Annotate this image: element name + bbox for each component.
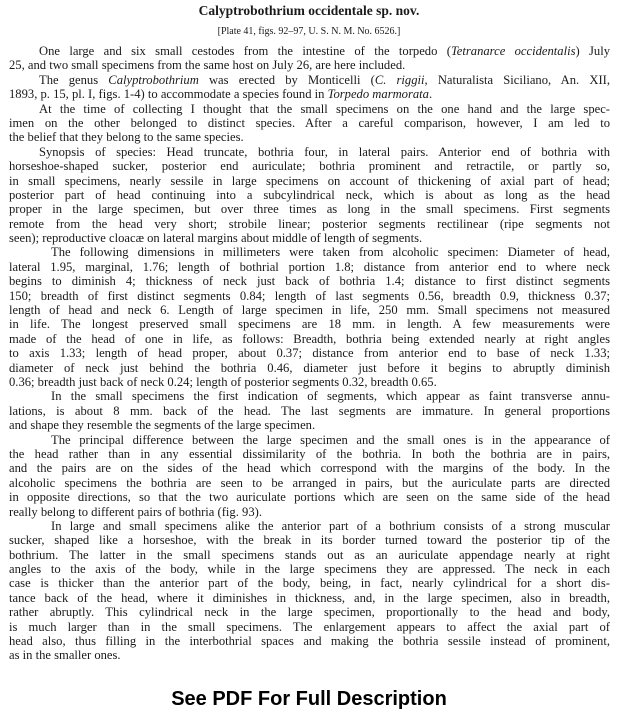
text-line: 150; breadth of first distinct segments 0.84; length of last segments 0.56, breadth 0.9, thickness 0.37; [9,288,610,303]
text-segment: The genus [39,72,109,87]
text-segment: ) July [575,44,611,58]
text-segment: Naturalista Siciliano, An. XII, [427,72,610,87]
text-line: 25, and two small specimens from the same host on July 26, are here included. [9,58,406,73]
text-line: angles to the axis of the body, while in the large specimens they are appressed. The neck in each [9,562,610,577]
italic-text: Torpedo marmorata [327,87,429,102]
paragraph [9,44,610,73]
text-line: in life. The longest preserved small specimens are 18 mm. in length. A few measurements were [9,317,610,332]
text-line: horseshoe-shaped sucker, posterior end auriculate; bothria prominent and retractile, or partly so, [9,159,610,174]
text-line: The principal difference between the large specimen and the small ones is in the appearance of [51,432,610,447]
paragraph [9,245,610,389]
text-line: case is thicker than the anterior part of the body, being, in fact, nearly cylindrical for a short dis- [9,576,610,591]
text-line: in small specimens, nearly sessile in large specimens on account of thickening of axial part of head; [9,173,610,188]
text-line [9,73,610,87]
text-line: sucker, shaped like a horseshoe, with the break in its border turned toward the posterior tip of the [9,533,610,548]
paragraph [9,102,610,145]
text-line: to axis 1.33; length of head proper, about 0.37; distance from anterior end to base of neck 1.33; [9,346,610,361]
text-line: The following dimensions in millimeters were taken from alcoholic specimen: Diameter of head, [51,245,610,260]
paragraph [9,73,610,102]
text-line: the head rather than in any essential dissimilarity of the bothria. In both the bothria are in pairs, [9,446,610,461]
text-segment: was erected by Monticelli ( [198,72,375,87]
text-segment: One large and six small cestodes from the intestine of the torpedo ( [39,44,451,58]
paragraph [9,519,610,663]
text-line: made of the head of one in life, as follows: Breadth, bothria being extended nearly at right angles [9,331,610,346]
text-segment: 1893, p. 15, pl. I, figs. 1-4) to accommodate a species found in [9,87,328,102]
text-line: 0.36; breadth just back of neck 0.24; length of posterior segments 0.32, breadth 0.65. [9,374,437,389]
text-line [9,44,610,58]
text-line: and the pairs are on the sides of the head which correspond with the margins of the body. In the [9,461,610,476]
text-line: rather abruptly. This cylindrical neck in the large specimen, proportionally to the head and body, [9,605,610,620]
article-body [9,44,610,663]
text-line: remote from the head very short; strobile linear; posterior segments rectilinear (ripe segments not [9,216,610,231]
plate-reference: [Plate 41, figs. 92–97, U. S. N. M. No. 6526.] [217,26,401,37]
text-line: At the time of collecting I thought that the small specimens on the one hand and the large spec- [39,101,610,116]
text-line: head also, thus filling in the interbothrial spaces and making the bothria sessile instead of prominent, [9,634,610,649]
text-line: Synopsis of species: Head truncate, bothria four, in lateral pairs. Anterior end of bothria with [39,144,610,159]
text-line [9,87,610,101]
paragraph [9,145,610,246]
text-line: lations, is about 8 mm. back of the head. The last segments are immature. In general proportions [9,403,610,418]
text-segment: . [428,87,433,102]
text-line: posterior part of head continuing into a subcylindrical neck, which is about as long as the head [9,187,610,202]
text-line: diameter of neck just behind the bothria 0.46, diameter just before it begins to abruptly diminish [9,360,610,375]
italic-text: Calyptrobothrium [108,72,199,87]
text-line: in opposite directions, so that the two auriculate portions which are seen on the same side of the head [9,490,610,505]
text-line: proper in the large specimen, but over three times as long in the small specimens. First segments [9,202,610,217]
italic-text: Tetranarce occidentalis [450,44,576,58]
paragraph [9,433,610,519]
text-line: is much larger than in the small specimens. The enlargement appears to affect the axial part of [9,619,610,634]
text-line: imen on the other belonged to distinct species. After a careful comparison, however, I am led to [9,115,610,130]
text-line: as in the smaller ones. [9,648,121,663]
text-line: In large and small specimens alike the anterior part of a bothrium consists of a strong muscular [51,518,610,533]
text-line: bothrium. The latter in the small specimens stands out as an auriculate appendage nearly at right [9,547,610,562]
text-line: begins to diminish 4; thickness of neck just back of bothria 1.4; distance to first distinct segments [9,274,610,289]
text-line: length of head and neck 6. Length of large specimen in life, 250 mm. Small specimens not measured [9,303,610,318]
text-line: and shape they resemble the segments of the large specimen. [9,418,316,433]
text-line: lateral 1.95, marginal, 1.76; length of bothrial portion 1.8; distance from anterior end to where neck [9,259,610,274]
article-title: Calyptrobothrium occidentale sp. nov. [198,3,420,18]
italic-text: C. riggii, [374,72,428,87]
text-line: the belief that they belong to the same species. [9,130,244,145]
text-line: tance back of the head, where it diminishes in thickness, and, in the large specimen, also in breadth, [9,590,610,605]
paragraph [9,389,610,432]
text-line: In the small specimens the first indication of segments, which appear as faint transverse annu- [51,389,610,404]
text-line: really belong to different pairs of bothria (fig. 93). [9,504,262,519]
see-pdf-link[interactable]: See PDF For Full Description [171,688,447,710]
text-line: seen); reproductive cloacæ on lateral margins about middle of length of segments. [9,231,423,246]
text-line: alcoholic specimens the bothria are seen to be arranged in pairs, but the auriculate parts are directed [9,475,610,490]
